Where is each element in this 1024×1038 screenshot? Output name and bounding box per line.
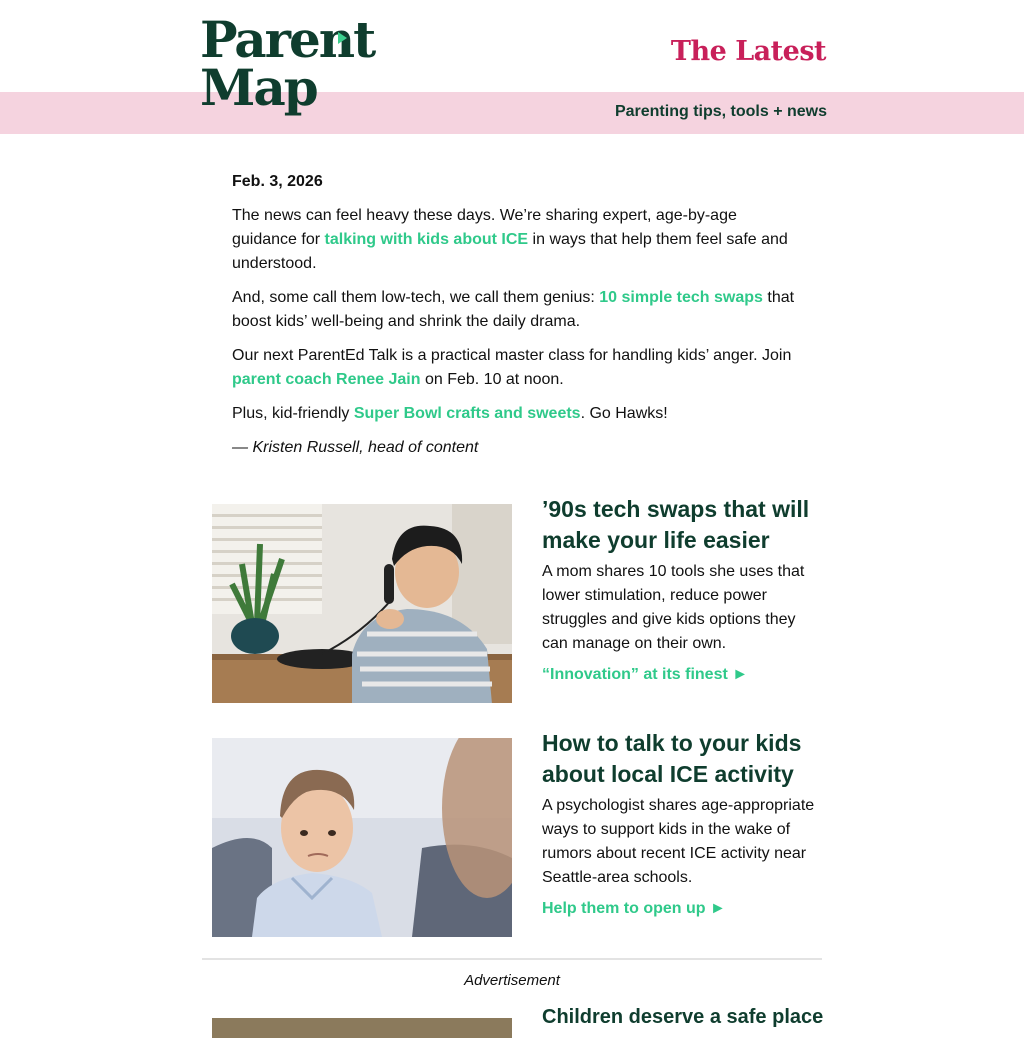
story-read-more-link[interactable]: “Innovation” at its finest ► — [542, 666, 749, 683]
intro-letter — [232, 170, 802, 470]
section-divider — [202, 958, 822, 960]
intro-paragraph — [232, 204, 802, 276]
issue-date: Feb. 3, 2026 — [232, 173, 323, 190]
play-arrow-icon — [338, 32, 347, 44]
story-text — [542, 728, 824, 918]
logo-text-map: Map — [200, 58, 317, 117]
paragraph-text: Plus, kid-friendly — [232, 405, 354, 422]
intro-paragraph — [232, 344, 802, 392]
paragraph-text: The news can feel heavy these days. We’re sharing expert, age-by-age guidance for — [232, 207, 737, 248]
tagline: Parenting tips, tools + news — [614, 103, 827, 120]
parentmap-logo[interactable] — [200, 10, 375, 120]
story-image-boy-on-phone[interactable] — [212, 504, 512, 703]
link-tech-swaps[interactable]: 10 simple tech swaps — [599, 289, 763, 306]
logo-text-parent: Parent — [200, 10, 375, 69]
paragraph-text: And, some call them low-tech, we call them genius: — [232, 289, 600, 306]
story-image-worried-boy[interactable] — [212, 738, 512, 937]
link-super-bowl-crafts[interactable]: Super Bowl crafts and sweets — [353, 405, 581, 422]
story-title[interactable]: How to talk to your kids about local ICE activity — [542, 730, 802, 787]
boy-phone-illustration — [212, 504, 512, 703]
link-talking-with-kids[interactable]: talking with kids about ICE — [324, 231, 529, 248]
worried-boy-illustration — [212, 738, 512, 937]
paragraph-text: in ways that help them feel safe and understood. — [232, 231, 788, 272]
paragraph-text: on Feb. 10 at noon. — [420, 371, 564, 388]
ad-image[interactable] — [212, 1018, 512, 1038]
paragraph-text: . Go Hawks! — [580, 405, 668, 422]
ad-title[interactable]: Children deserve a safe place — [542, 1006, 824, 1028]
intro-paragraph — [232, 286, 802, 334]
intro-paragraph — [232, 402, 802, 426]
section-title: The Latest — [670, 36, 826, 67]
signature: — Kristen Russell, head of content — [232, 439, 479, 456]
story-title[interactable]: ’90s tech swaps that will make your life easier — [542, 496, 810, 553]
story-description: A mom shares 10 tools she uses that lower stimulation, reduce power struggles and give kids options they can manage on their own. — [542, 563, 805, 652]
paragraph-text: Our next ParentEd Talk is a practical master class for handling kids’ anger. Join — [232, 347, 792, 364]
paragraph-text: that boost kids’ well-being and shrink the daily drama. — [232, 289, 795, 330]
story-card — [212, 496, 824, 704]
story-description: A psychologist shares age-appropriate ways to support kids in the wake of rumors about recent ICE activity near Seattle-area schools. — [542, 797, 815, 886]
story-text — [542, 494, 824, 684]
advertisement-label: Advertisement — [464, 972, 560, 989]
story-read-more-link[interactable]: Help them to open up ► — [542, 900, 726, 917]
link-renee-jain[interactable]: parent coach Renee Jain — [232, 371, 421, 388]
tagline-band — [0, 92, 1024, 134]
story-card — [212, 730, 824, 938]
